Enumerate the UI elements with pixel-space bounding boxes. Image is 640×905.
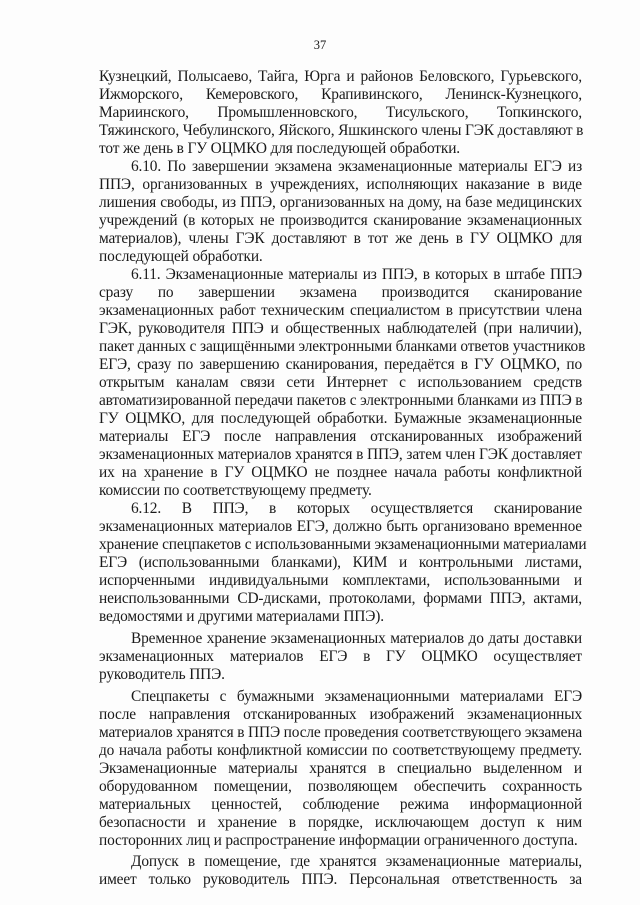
- text-line: 6.11. Экзаменационные материалы из ППЭ, в которых в штабе ППЭ: [131, 266, 582, 283]
- text-line: ППЭ, организованных в учреждениях, исполняющих наказание в виде: [99, 176, 582, 193]
- text-line: материалов), члены ГЭК доставляют в тот же день в ГУ ОЦМКО для: [99, 230, 582, 247]
- text-line: последующей обработки.: [99, 248, 263, 265]
- text-line: оборудованном помещении, позволяющем обеспечить сохранность: [99, 778, 582, 795]
- text-line: ГЭК, руководителя ППЭ и общественных наблюдателей (при наличии),: [99, 320, 582, 337]
- page-number: 37: [313, 38, 327, 52]
- text-line: ЕГЭ, сразу по завершению сканирования, передаётся в ГУ ОЦМКО, по: [99, 356, 582, 373]
- text-line: учреждений (в которых не производится сканирование экзаменационных: [99, 212, 582, 229]
- text-line: испорченными индивидуальными комплектами, использованными и: [99, 572, 582, 589]
- text-line: пакет данных с защищёнными электронными бланками ответов участников: [99, 338, 586, 355]
- text-line: экзаменационных работ техническим специалистом в присутствии члена: [99, 302, 582, 319]
- text-line: сразу по завершении экзамена производится сканирование: [99, 284, 582, 301]
- text-line: тот же день в ГУ ОЦМКО для последующей обработки.: [99, 140, 460, 157]
- text-line: 6.10. По завершении экзамена экзаменационные материалы ЕГЭ из: [131, 158, 582, 175]
- text-line: их на хранение в ГУ ОЦМКО не позднее начала работы конфликтной: [99, 464, 582, 481]
- text-line: до начала работы конфликтной комиссии по соответствующему предмету.: [99, 742, 582, 759]
- text-line: Спецпакеты с бумажными экзаменационными материалами ЕГЭ: [131, 688, 582, 705]
- text-line: хранение спецпакетов с использованными экзаменационными материалами: [99, 536, 587, 553]
- text-line: руководитель ППЭ.: [99, 666, 225, 683]
- text-line: комиссии по соответствующему предмету.: [99, 482, 372, 499]
- text-line: после направления отсканированных изображений экзаменационных: [99, 706, 582, 723]
- text-line: экзаменационных материалов ЕГЭ, должно быть организовано временное: [99, 518, 582, 535]
- text-line: Допуск в помещение, где хранятся экзаменационные материалы,: [131, 853, 582, 870]
- text-line: посторонних лиц и распространение информации ограниченного доступа.: [99, 832, 578, 849]
- text-line: экзаменационных материалов хранятся в ППЭ, затем член ГЭК доставляет: [99, 446, 582, 463]
- text-line: экзаменационных материалов ЕГЭ в ГУ ОЦМКО осуществляет: [99, 648, 582, 665]
- text-line: открытым каналам связи сети Интернет с использованием средств: [99, 374, 582, 391]
- text-line: имеет только руководитель ППЭ. Персональная ответственность за: [99, 871, 582, 888]
- text-line: ведомостями и другими материалами ППЭ).: [99, 608, 384, 625]
- text-line: лишения свободы, из ППЭ, организованных на дому, на базе медицинских: [99, 194, 582, 211]
- text-line: Тяжинского, Чебулинского, Яйского, Яшкинского члены ГЭК доставляют в: [99, 122, 584, 139]
- text-line: неиспользованными CD-дисками, протоколами, формами ППЭ, актами,: [99, 590, 582, 607]
- text-line: Кузнецкий, Полысаево, Тайга, Юрга и районов Беловского, Гурьевского,: [99, 68, 582, 85]
- text-line: автоматизированной передачи пакетов с электронными бланками из ППЭ в: [99, 392, 583, 409]
- text-line: материалов хранятся в ППЭ после проведения соответствующего экзамена: [99, 724, 583, 741]
- text-line: ГУ ОЦМКО, для последующей обработки. Бумажные экзаменационные: [99, 410, 582, 427]
- text-line: Ижморского, Кемеровского, Крапивинского, Ленинск-Кузнецкого,: [99, 86, 582, 103]
- text-line: ЕГЭ (использованными бланками), КИМ и контрольными листами,: [99, 554, 582, 571]
- text-line: материалы ЕГЭ после направления отсканированных изображений: [99, 428, 582, 445]
- text-line: 6.12. В ППЭ, в которых осуществляется сканирование: [131, 500, 582, 517]
- text-line: Временное хранение экзаменационных материалов до даты доставки: [131, 630, 582, 647]
- text-line: материальных ценностей, соблюдение режима информационной: [99, 796, 582, 813]
- text-line: Экзаменационные материалы хранятся в специально выделенном и: [99, 760, 582, 777]
- text-line: Мариинского, Промышленновского, Тисульского, Топкинского,: [99, 104, 582, 121]
- text-line: безопасности и хранение в порядке, исключающем доступ к ним: [99, 814, 582, 831]
